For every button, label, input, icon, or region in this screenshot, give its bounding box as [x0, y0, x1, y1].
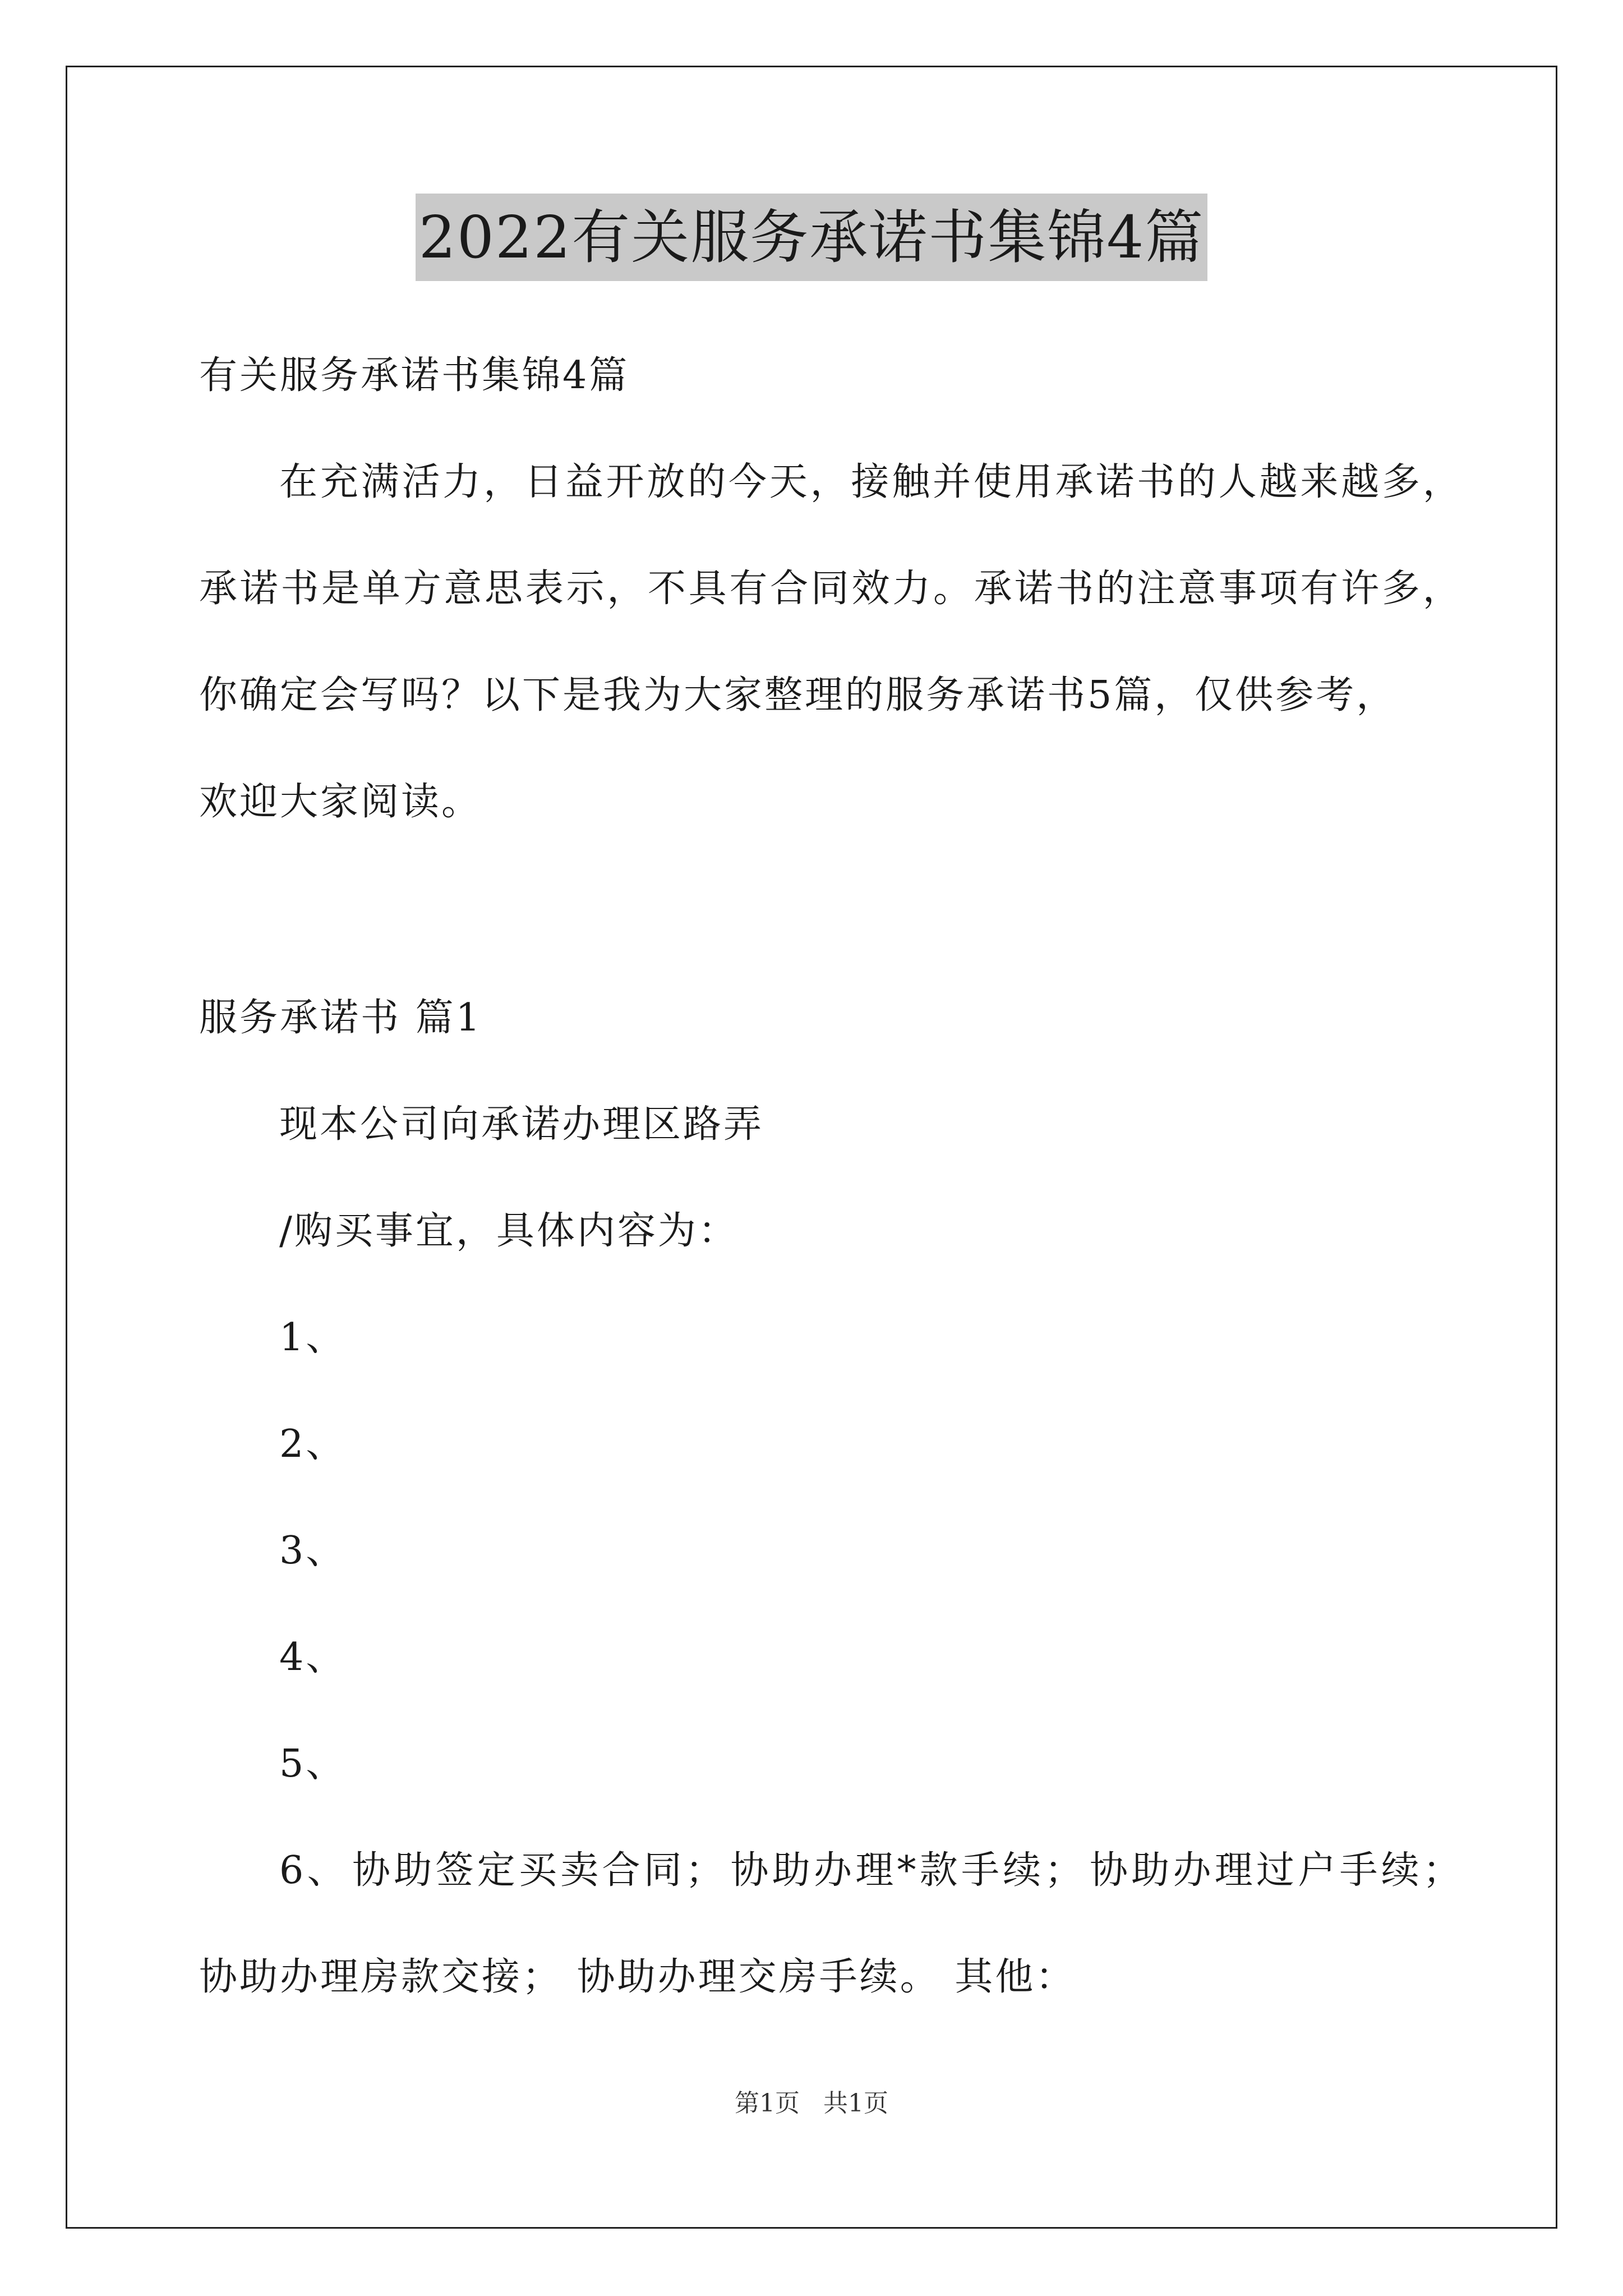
text-char: 合: [770, 567, 809, 611]
text-char: 协: [1089, 1848, 1128, 1893]
text-char: 天: [769, 460, 808, 504]
text-char: 过: [1256, 1848, 1294, 1893]
text-char: 充: [320, 460, 358, 504]
text-char: *: [897, 1848, 916, 1893]
text-char: 的: [1177, 460, 1216, 504]
text-char: 的: [688, 460, 726, 504]
body-line-1: 现本公司向承诺办理区路弄: [279, 1102, 764, 1147]
text-char: 人: [1218, 460, 1257, 504]
text-char: 力: [892, 567, 931, 611]
text-char: ，: [1422, 567, 1461, 611]
text-char: 越: [1341, 460, 1380, 504]
text-char: 日: [524, 460, 562, 504]
text-char: 多: [1381, 567, 1420, 611]
intro-line-3: 你确定会写吗？以下是我为大家整理的服务承诺书5篇，仅供参考，: [199, 673, 1397, 717]
text-char: 协: [352, 1848, 390, 1893]
text-char: 卖: [560, 1848, 599, 1893]
list-item-3: 3、: [279, 1529, 347, 1573]
text-char: 有: [729, 567, 768, 611]
text-char: 益: [565, 460, 603, 504]
list-item-4: 4、: [279, 1635, 347, 1680]
text-char: 6: [279, 1848, 304, 1893]
text-char: 项: [1259, 567, 1298, 611]
text-char: 今: [728, 460, 767, 504]
text-char: 户: [1298, 1848, 1336, 1893]
body-line-continuation: 协助办理房款交接； 协助办理交房手续。 其他：: [199, 1955, 1076, 1999]
text-char: ；: [1422, 1848, 1461, 1893]
text-char: 书: [1137, 460, 1175, 504]
text-char: 同: [810, 567, 849, 611]
text-char: 承: [1055, 460, 1094, 504]
text-char: 有: [1300, 567, 1339, 611]
text-char: 并: [933, 460, 971, 504]
text-char: 力: [442, 460, 481, 504]
text-char: 使: [973, 460, 1012, 504]
text-char: 许: [1341, 567, 1380, 611]
text-char: 表: [525, 567, 564, 611]
text-char: 效: [851, 567, 890, 611]
text-char: ；: [685, 1848, 723, 1893]
title-container: [0, 194, 1623, 281]
text-char: 手: [961, 1848, 999, 1893]
text-char: 注: [1137, 567, 1175, 611]
text-char: 签: [435, 1848, 474, 1893]
body-line-2: /购买事宜，具体内容为：: [279, 1209, 739, 1253]
text-char: 续: [1003, 1848, 1041, 1893]
text-char: 同: [643, 1848, 682, 1893]
text-char: 的: [1096, 567, 1135, 611]
list-item-5: 5、: [279, 1742, 347, 1786]
text-char: 意: [1178, 567, 1216, 611]
text-char: 接: [851, 460, 889, 504]
text-char: 用: [1014, 460, 1053, 504]
text-char: 协: [730, 1848, 769, 1893]
text-char: 理: [855, 1848, 894, 1893]
text-char: ，: [1422, 460, 1461, 504]
document-title: 2022有关服务承诺书集锦4篇: [416, 194, 1208, 281]
text-char: 在: [279, 460, 318, 504]
intro-line-4: 欢迎大家阅读。: [199, 780, 482, 824]
text-char: 合: [602, 1848, 640, 1893]
intro-line-2: [199, 564, 1461, 614]
text-char: 承: [974, 567, 1012, 611]
text-char: 满: [361, 460, 399, 504]
text-char: 承: [199, 567, 238, 611]
text-char: ，: [607, 567, 645, 611]
text-char: 买: [518, 1848, 557, 1893]
list-item-2: 2、: [279, 1422, 347, 1466]
page-footer: 第1页 共1页: [735, 2089, 888, 2118]
text-char: 放: [647, 460, 685, 504]
text-char: 来: [1300, 460, 1339, 504]
text-char: 手: [1339, 1848, 1378, 1893]
list-item-1: 1、: [279, 1315, 347, 1360]
text-char: 多: [1381, 460, 1420, 504]
text-char: 触: [892, 460, 930, 504]
text-char: 意: [444, 567, 482, 611]
text-char: 单: [362, 567, 400, 611]
text-char: ，: [810, 460, 849, 504]
text-char: 诺: [1015, 567, 1053, 611]
text-char: 书: [1055, 567, 1094, 611]
text-char: 理: [1214, 1848, 1253, 1893]
text-char: ，: [483, 460, 522, 504]
text-char: 。: [933, 567, 971, 611]
text-char: 诺: [239, 567, 278, 611]
text-char: 不: [647, 567, 686, 611]
text-char: 开: [606, 460, 644, 504]
text-char: 办: [1173, 1848, 1211, 1893]
text-char: 助: [394, 1848, 432, 1893]
intro-line-1: [279, 457, 1461, 508]
text-char: 示: [566, 567, 605, 611]
text-char: 思: [485, 567, 523, 611]
section-heading: 服务承诺书 篇1: [199, 996, 482, 1040]
text-char: ；: [1044, 1848, 1083, 1893]
text-char: 办: [813, 1848, 852, 1893]
text-char: 、: [307, 1848, 345, 1893]
list-item-6: [279, 1846, 1461, 1896]
text-char: 诺: [1096, 460, 1135, 504]
text-char: 是: [321, 567, 360, 611]
text-char: 定: [477, 1848, 515, 1893]
text-char: 越: [1259, 460, 1298, 504]
text-char: 续: [1381, 1848, 1419, 1893]
text-char: 方: [403, 567, 441, 611]
text-char: 助: [1131, 1848, 1170, 1893]
text-char: 款: [919, 1848, 958, 1893]
text-char: 事: [1218, 567, 1257, 611]
document-subtitle: 有关服务承诺书集锦4篇: [199, 353, 630, 398]
text-char: 助: [772, 1848, 810, 1893]
text-char: 活: [402, 460, 440, 504]
text-char: 具: [688, 567, 727, 611]
text-char: 书: [280, 567, 319, 611]
